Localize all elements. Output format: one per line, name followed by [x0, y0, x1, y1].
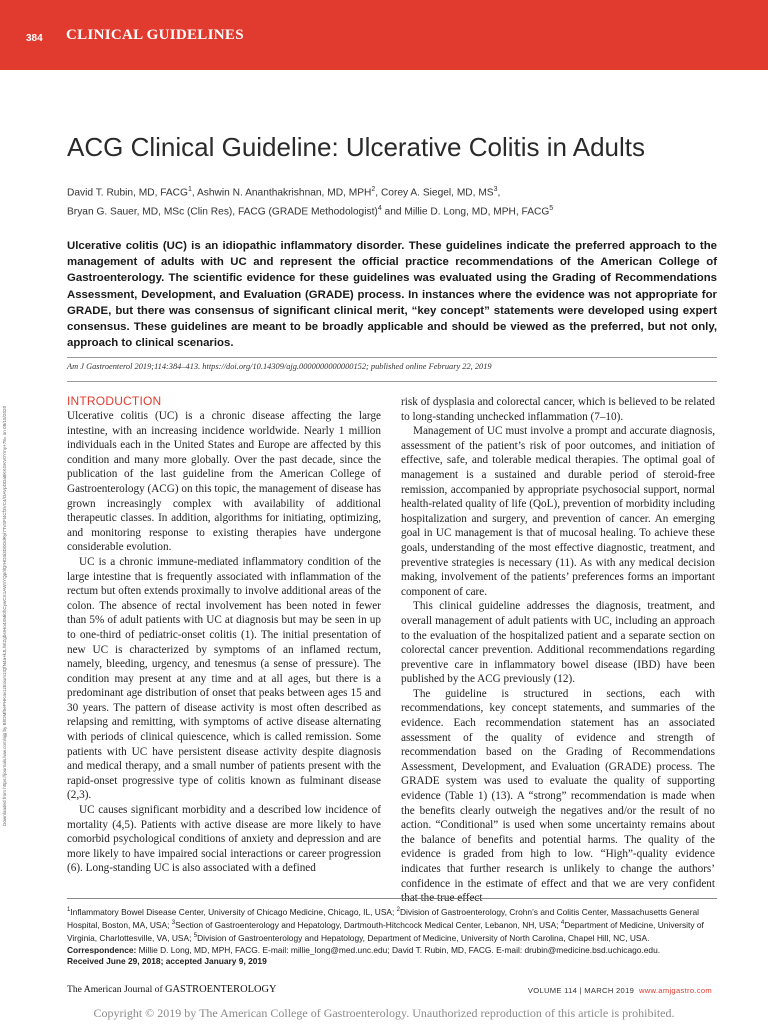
affiliation: Inflammatory Bowel Disease Center, University of Chicago Medicine, Chicago, IL, USA; [70, 906, 397, 917]
affiliation-marker: 4 [377, 205, 382, 213]
page-number: 384 [26, 33, 43, 44]
paragraph: UC is a chronic immune-mediated inflammatory condition of the large intestine that is frequently associated with inflammation of the rectum but often extends proximally to involve additional areas of the colon. The absence of rectal involvement has been noted in fewer than 5% of adult patients with UC at diagnosis but may be seen in up to one-third of pediatric-onset colitis (1). The initial presentation of new UC is characterized by symptoms of an inflamed rectum, namely, bleeding, urgency, and tenesmus (a sense of pressure). The condition may present at any time and at all ages, but there is a predominant age distribution of onset that peaks between ages 15 and 30 years. The pattern of disease activity is most often described as relapsing and remitting, with symptoms of active disease alternating with periods of clinical quiescence, which is called remission. Some patients with UC have persistent disease activity despite diagnosis and medical therapy, and a small number of patients present with the rapid-onset progressive type of colitis known as fulminant disease (2,3). [67, 555, 381, 802]
header-bar [0, 0, 768, 70]
affiliation-marker: 2 [396, 907, 400, 913]
author-name: Bryan G. Sauer, MD, MSc (Clin Res), FACG (GRADE Methodologist) [67, 206, 378, 218]
paragraph: The guideline is structured in sections, each with recommendations, key concept statements, and summaries of the evidence. Each recommendation statement has an associated assessment of the quality of evidence and strength of recommendation based on the Grading of Recommendations Assessment, Development, and Evaluation (GRADE) process. The GRADE system was used to evaluate the quality of supporting evidence (Table 1) (13). A “strong” recommendation is made when the benefits clearly outweigh the negatives and/or the result of no action. “Conditional” is used when some uncertainty remains about the balance of benefits and potential harms. The quality of the evidence is graded from high to low. “High”-quality evidence indicates that further research is unlikely to change the authors’ confidence in the estimate of effect and that we are very confident that the true effect [401, 687, 715, 905]
paragraph: UC causes significant morbidity and a described low incidence of mortality (4,5). Patients with active disease are more likely to have comorbid psychological conditions of anxiety and depression and are more likely to have impaired social interactions or career progression (6). Long-standing UC is also associated with a defined [67, 804, 381, 875]
paragraph: Ulcerative colitis (UC) is a chronic disease affecting the large intestine, with an increasing incidence worldwide. Nearly 1 million individuals each in the United States and Europe are affected by this condition and many more globally. Over the past decade, since the publication of the last guideline from the American College of Gastroenterology (ACG) on this topic, the management of disease has grown increasingly complex with availability of additional therapeutic classes. In addition, algorithms for initiating, optimizing, and monitoring response to existing therapies have undergone considerable evolution. [67, 410, 381, 554]
divider [67, 357, 717, 358]
affiliation: Division of Gastroenterology, Crohn’s and Colitis Center, Massachusetts General Hospital, Boston, MA, USA; [67, 906, 700, 930]
journal-title: GASTROENTEROLOGY [165, 984, 277, 995]
body-column-left [67, 394, 381, 876]
author-name: and Millie D. Long, MD, MPH, FACG [381, 206, 550, 218]
author-name: , Ashwin N. Ananthakrishnan, MD, MPH [191, 187, 372, 199]
volume-issue: VOLUME 114 | MARCH 2019 [527, 986, 635, 995]
received-dates: Received June 29, 2018; accepted January 9, 2019 [67, 956, 267, 967]
journal-prefix: The American Journal of [67, 984, 166, 995]
divider [67, 381, 717, 382]
affiliation-marker: 5 [193, 933, 198, 940]
affiliation-marker: 2 [371, 186, 376, 193]
correspondence-text: Millie D. Long, MD, MPH, FACG. E-mail: millie_long@med.unc.edu; David T. Rubin, MD, FACG. E-mail: drubin@medicine.bsd.uchicago.edu. [136, 944, 661, 955]
footnotes [67, 905, 727, 967]
paragraph: Management of UC must involve a prompt and accurate diagnosis, assessment of the patient’s risk of poor outcomes, and initiation of effective, safe, and tolerable medical therapies. The optimal goal of management is a sustained and durable period of steroid-free remission, accompanied by appropriate psychosocial support, normal health-related quality of life (QoL), prevention of morbidity including hospitalization and surgery, and prevention of cancer. An emerging goal in UC management is that of mucosal healing. To achieve these goals, understanding of the most effective diagnostic, treatment, and preventive strategies is necessary (11). As with any medical decision making, involvement of the patients’ preferences forms an important component of care. [401, 425, 715, 598]
journal-url[interactable]: www.amjgastro.com [638, 986, 712, 995]
affiliations [67, 905, 727, 945]
journal-name [67, 984, 276, 995]
correspondence [67, 945, 727, 956]
author-separator: , [497, 187, 501, 199]
volume-info [528, 986, 712, 995]
download-note [2, 286, 16, 826]
section-heading: INTRODUCTION [67, 394, 162, 408]
article-title: ACG Clinical Guideline: Ulcerative Colitis in Adults [67, 132, 646, 162]
divider [67, 898, 717, 899]
copyright-notice: Copyright © 2019 by The American College of Gastroenterology. Unauthorized reproduction of this article is prohibited. [93, 1006, 675, 1020]
affiliation-marker: 5 [549, 205, 554, 213]
citation-line: Am J Gastroenterol 2019;114:384–413. https://doi.org/10.14309/ajg.0000000000000152; published online February 22, 2019 [67, 362, 492, 371]
affiliation: Department of Medicine, University of Virginia, Charlottesville, VA, USA; [67, 920, 704, 944]
correspondence-label: Correspondence: [67, 944, 137, 955]
affiliation-marker: 3 [493, 186, 498, 193]
affiliation-marker: 1 [187, 186, 192, 193]
paragraph: risk of dysplasia and colorectal cancer, which is believed to be related to long-standing unchecked inflammation (7–10). [401, 396, 715, 423]
author-list [67, 182, 747, 221]
author-name: , Corey A. Siegel, MD, MS [375, 187, 494, 199]
affiliation-marker: 3 [171, 920, 176, 927]
abstract: Ulcerative colitis (UC) is an idiopathic inflammatory disorder. These guidelines indicate the preferred approach to the management of adults with UC and represent the official practice recommendations of the American College of Gastroenterology. The scientific evidence for these guidelines was evaluated using the Grading of Recommendations Assessment, Development, and Evaluation (GRADE) process. In instances where the evidence was not appropriate for GRADE, but there was consensus of significant clinical merit, “key concept” statements were developed using expert consensus. These guidelines are meant to be broadly applicable and should be viewed as the preferred, but not only, approach to clinical scenarios. [67, 240, 717, 350]
affiliation: Section of Gastroenterology and Hepatology, Dartmouth-Hitchcock Medical Center, Lebanon, NH, USA; [175, 920, 561, 930]
affiliation: Division of Gastroenterology and Hepatology, Department of Medicine, University of North Carolina, Chapel Hill, NC, USA. [197, 933, 650, 944]
affiliation-marker: 4 [560, 920, 565, 927]
paragraph: This clinical guideline addresses the diagnosis, treatment, and overall management of adult patients with UC, including an approach to the evaluation of the hospitalized patient and a separate section on colorectal cancer prevention. Additional recommendations regarding preventive care in inflammatory bowel disease (IBD) have been published by the ACG previously (12). [401, 600, 715, 686]
author-name: David T. Rubin, MD, FACG [67, 187, 188, 199]
section-label: CLINICAL GUIDELINES [66, 27, 244, 43]
body-column-right [401, 395, 715, 906]
affiliation-marker: 1 [67, 907, 71, 913]
download-note-text: Downloaded from https://journals.lww.com/ajg by BhDMf5ePHKav1zEoum1tQfN4a+kJLhEZgbsIHo4XMi0hCywCX1AWnYQp/IlQrHD3i3D0OdRyi7TvSFl4Cf3VC4/OAVpDDa8KKGKV0Ymy+78= on 08/15/2020 [2, 405, 7, 826]
